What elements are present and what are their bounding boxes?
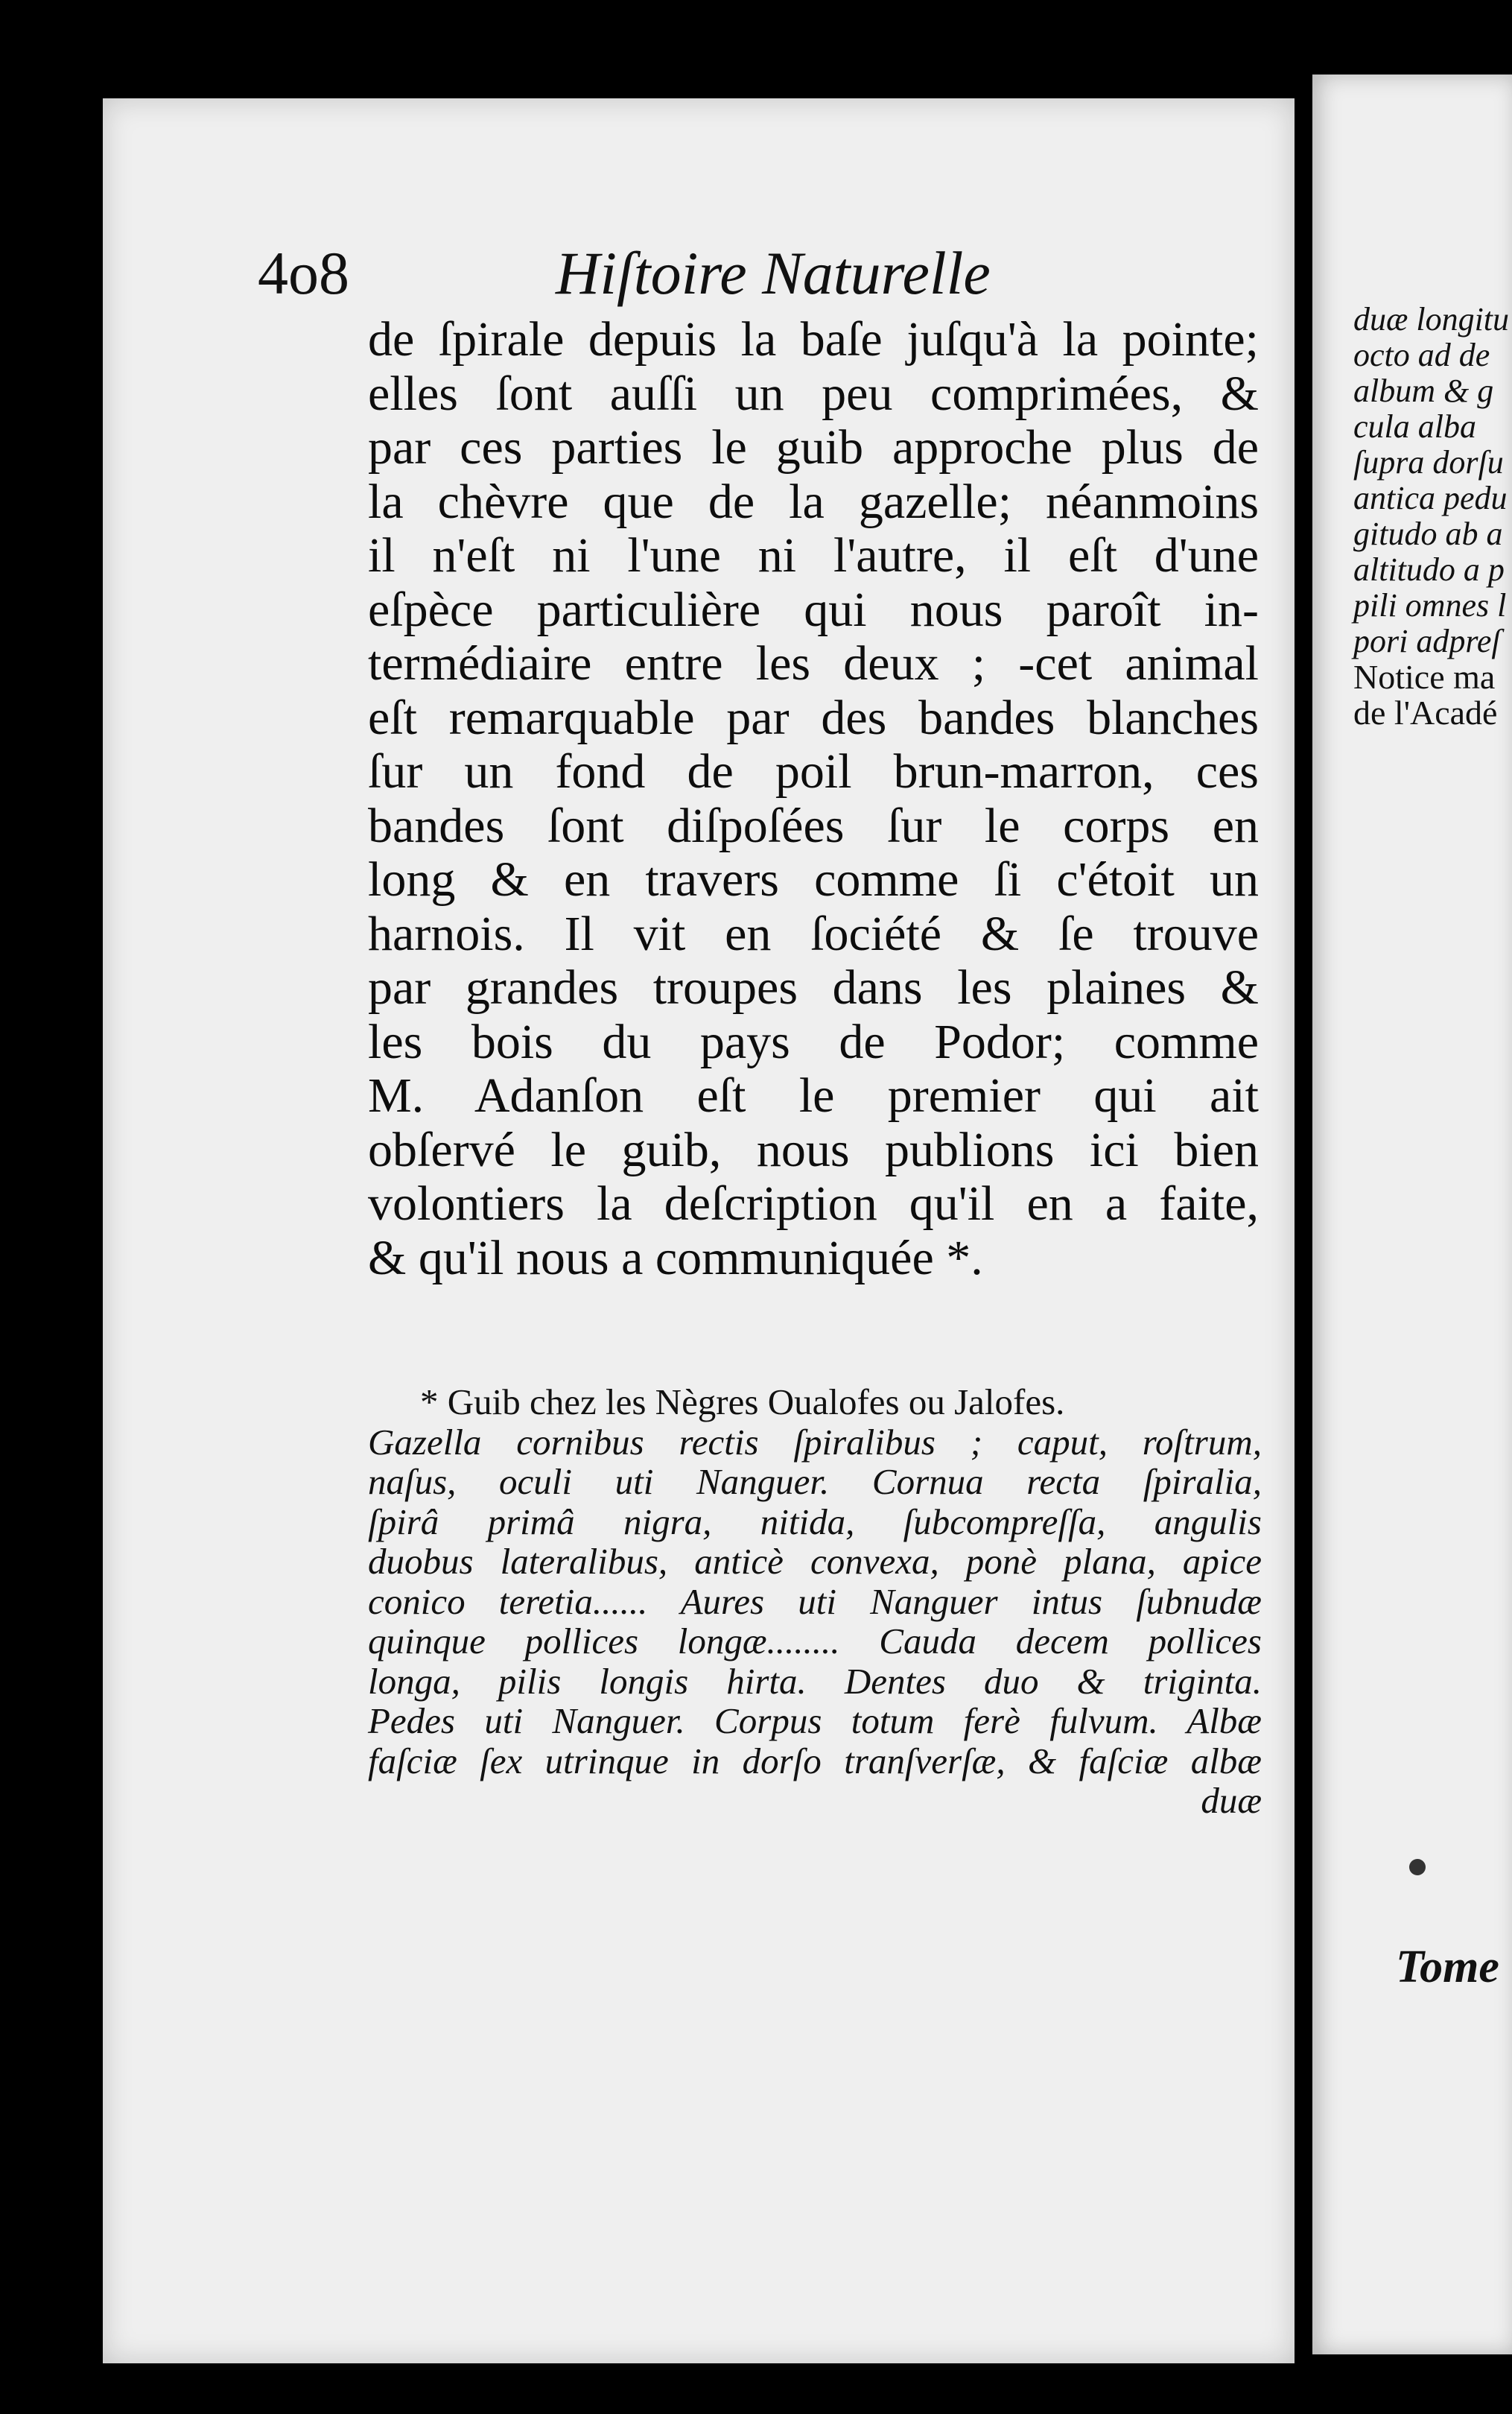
right-line: antica pedu bbox=[1353, 480, 1508, 516]
right-page bbox=[1312, 75, 1512, 2354]
body-line: par ces parties le guib approche plus de bbox=[368, 420, 1259, 475]
footnote-line: longa, pilis longis hirta. Dentes duo & triginta. bbox=[368, 1660, 1262, 1702]
binding-gutter bbox=[66, 89, 85, 2369]
body-line: eſt remarquable par des bandes blanches bbox=[368, 690, 1259, 745]
body-line: il n'eſt ni l'une ni l'autre, il eſt d'une bbox=[368, 528, 1259, 583]
body-line: les bois du pays de Podor; comme bbox=[368, 1014, 1259, 1069]
body-line: long & en travers comme ſi c'étoit un bbox=[368, 852, 1259, 907]
body-line: la chèvre que de la gazelle; néanmoins bbox=[368, 474, 1259, 529]
footnote-line: quinque pollices longæ........ Cauda decem pollices bbox=[368, 1621, 1262, 1661]
footnote bbox=[368, 1382, 1262, 1821]
footnote-line: naſus, oculi uti Nanguer. Cornua recta ſpiralia, bbox=[368, 1461, 1262, 1502]
right-page-text bbox=[1353, 302, 1512, 731]
body-line: par grandes troupes dans les plaines & bbox=[368, 960, 1259, 1015]
right-line: altitudo a p bbox=[1353, 551, 1505, 588]
body-line: elles ſont auſſi un peu comprimées, & bbox=[368, 366, 1259, 421]
running-head bbox=[258, 238, 1226, 313]
right-line: cula alba bbox=[1353, 408, 1476, 445]
body-line: bandes ſont diſpoſées ſur le corps en bbox=[368, 798, 1259, 853]
body-text bbox=[368, 313, 1259, 1285]
body-line: eſpèce particulière qui nous paroît in- bbox=[368, 582, 1259, 637]
body-line: volontiers la deſcription qu'il en a faite, bbox=[368, 1176, 1259, 1231]
right-line: Notice ma bbox=[1353, 658, 1496, 696]
body-line: & qu'il nous a communiquée *. bbox=[368, 1230, 983, 1285]
right-line: ſupra dorſu bbox=[1353, 444, 1504, 481]
running-title: Hiſtoire Naturelle bbox=[556, 239, 991, 307]
body-line: harnois. Il vit en ſociété & ſe trouve bbox=[368, 906, 1259, 961]
right-line: duæ longitu bbox=[1353, 301, 1510, 338]
footnote-line: * Guib chez les Nègres Oualofes ou Jalofes. bbox=[420, 1381, 1065, 1422]
body-line: de ſpirale depuis la baſe juſqu'à la pointe; bbox=[368, 312, 1259, 367]
right-line: pili omnes l bbox=[1353, 587, 1507, 624]
right-line: pori adpreſ bbox=[1353, 623, 1501, 659]
footnote-line: faſciæ ſex utrinque in dorſo tranſverſæ, & faſciæ albæ bbox=[368, 1740, 1262, 1781]
page-number: 4o8 bbox=[258, 239, 349, 307]
footnote-line: conico teretia...... Aures uti Nanguer intus ſubnudæ bbox=[368, 1580, 1262, 1622]
right-line: octo ad de bbox=[1353, 337, 1490, 373]
body-line: ſur un fond de poil brun-marron, ces bbox=[368, 744, 1259, 799]
footnote-line: duobus lateralibus, anticè convexa, ponè plana, apice bbox=[368, 1541, 1262, 1582]
footnote-line: ſpirâ primâ nigra, nitida, ſubcompreſſa, angulis bbox=[368, 1501, 1262, 1542]
right-line: gitudo ab a bbox=[1353, 516, 1503, 552]
body-line: M. Adanſon eſt le premier qui ait bbox=[368, 1068, 1259, 1123]
right-line: de l'Acadé bbox=[1353, 694, 1498, 732]
footnote-catchword: duæ bbox=[1201, 1780, 1262, 1821]
footnote-line: Gazella cornibus rectis ſpiralibus ; caput, roſtrum, bbox=[368, 1421, 1262, 1463]
body-line: obſervé le guib, nous publions ici bien bbox=[368, 1122, 1259, 1177]
catchword-tome: Tome bbox=[1396, 1942, 1499, 1992]
footnote-line: Pedes uti Nanguer. Corpus totum ferè fulvum. Albæ bbox=[368, 1700, 1262, 1741]
right-line: album & g bbox=[1353, 373, 1494, 409]
body-line: termédiaire entre les deux ; -cet animal bbox=[368, 636, 1259, 691]
ink-speck bbox=[1409, 1859, 1426, 1875]
